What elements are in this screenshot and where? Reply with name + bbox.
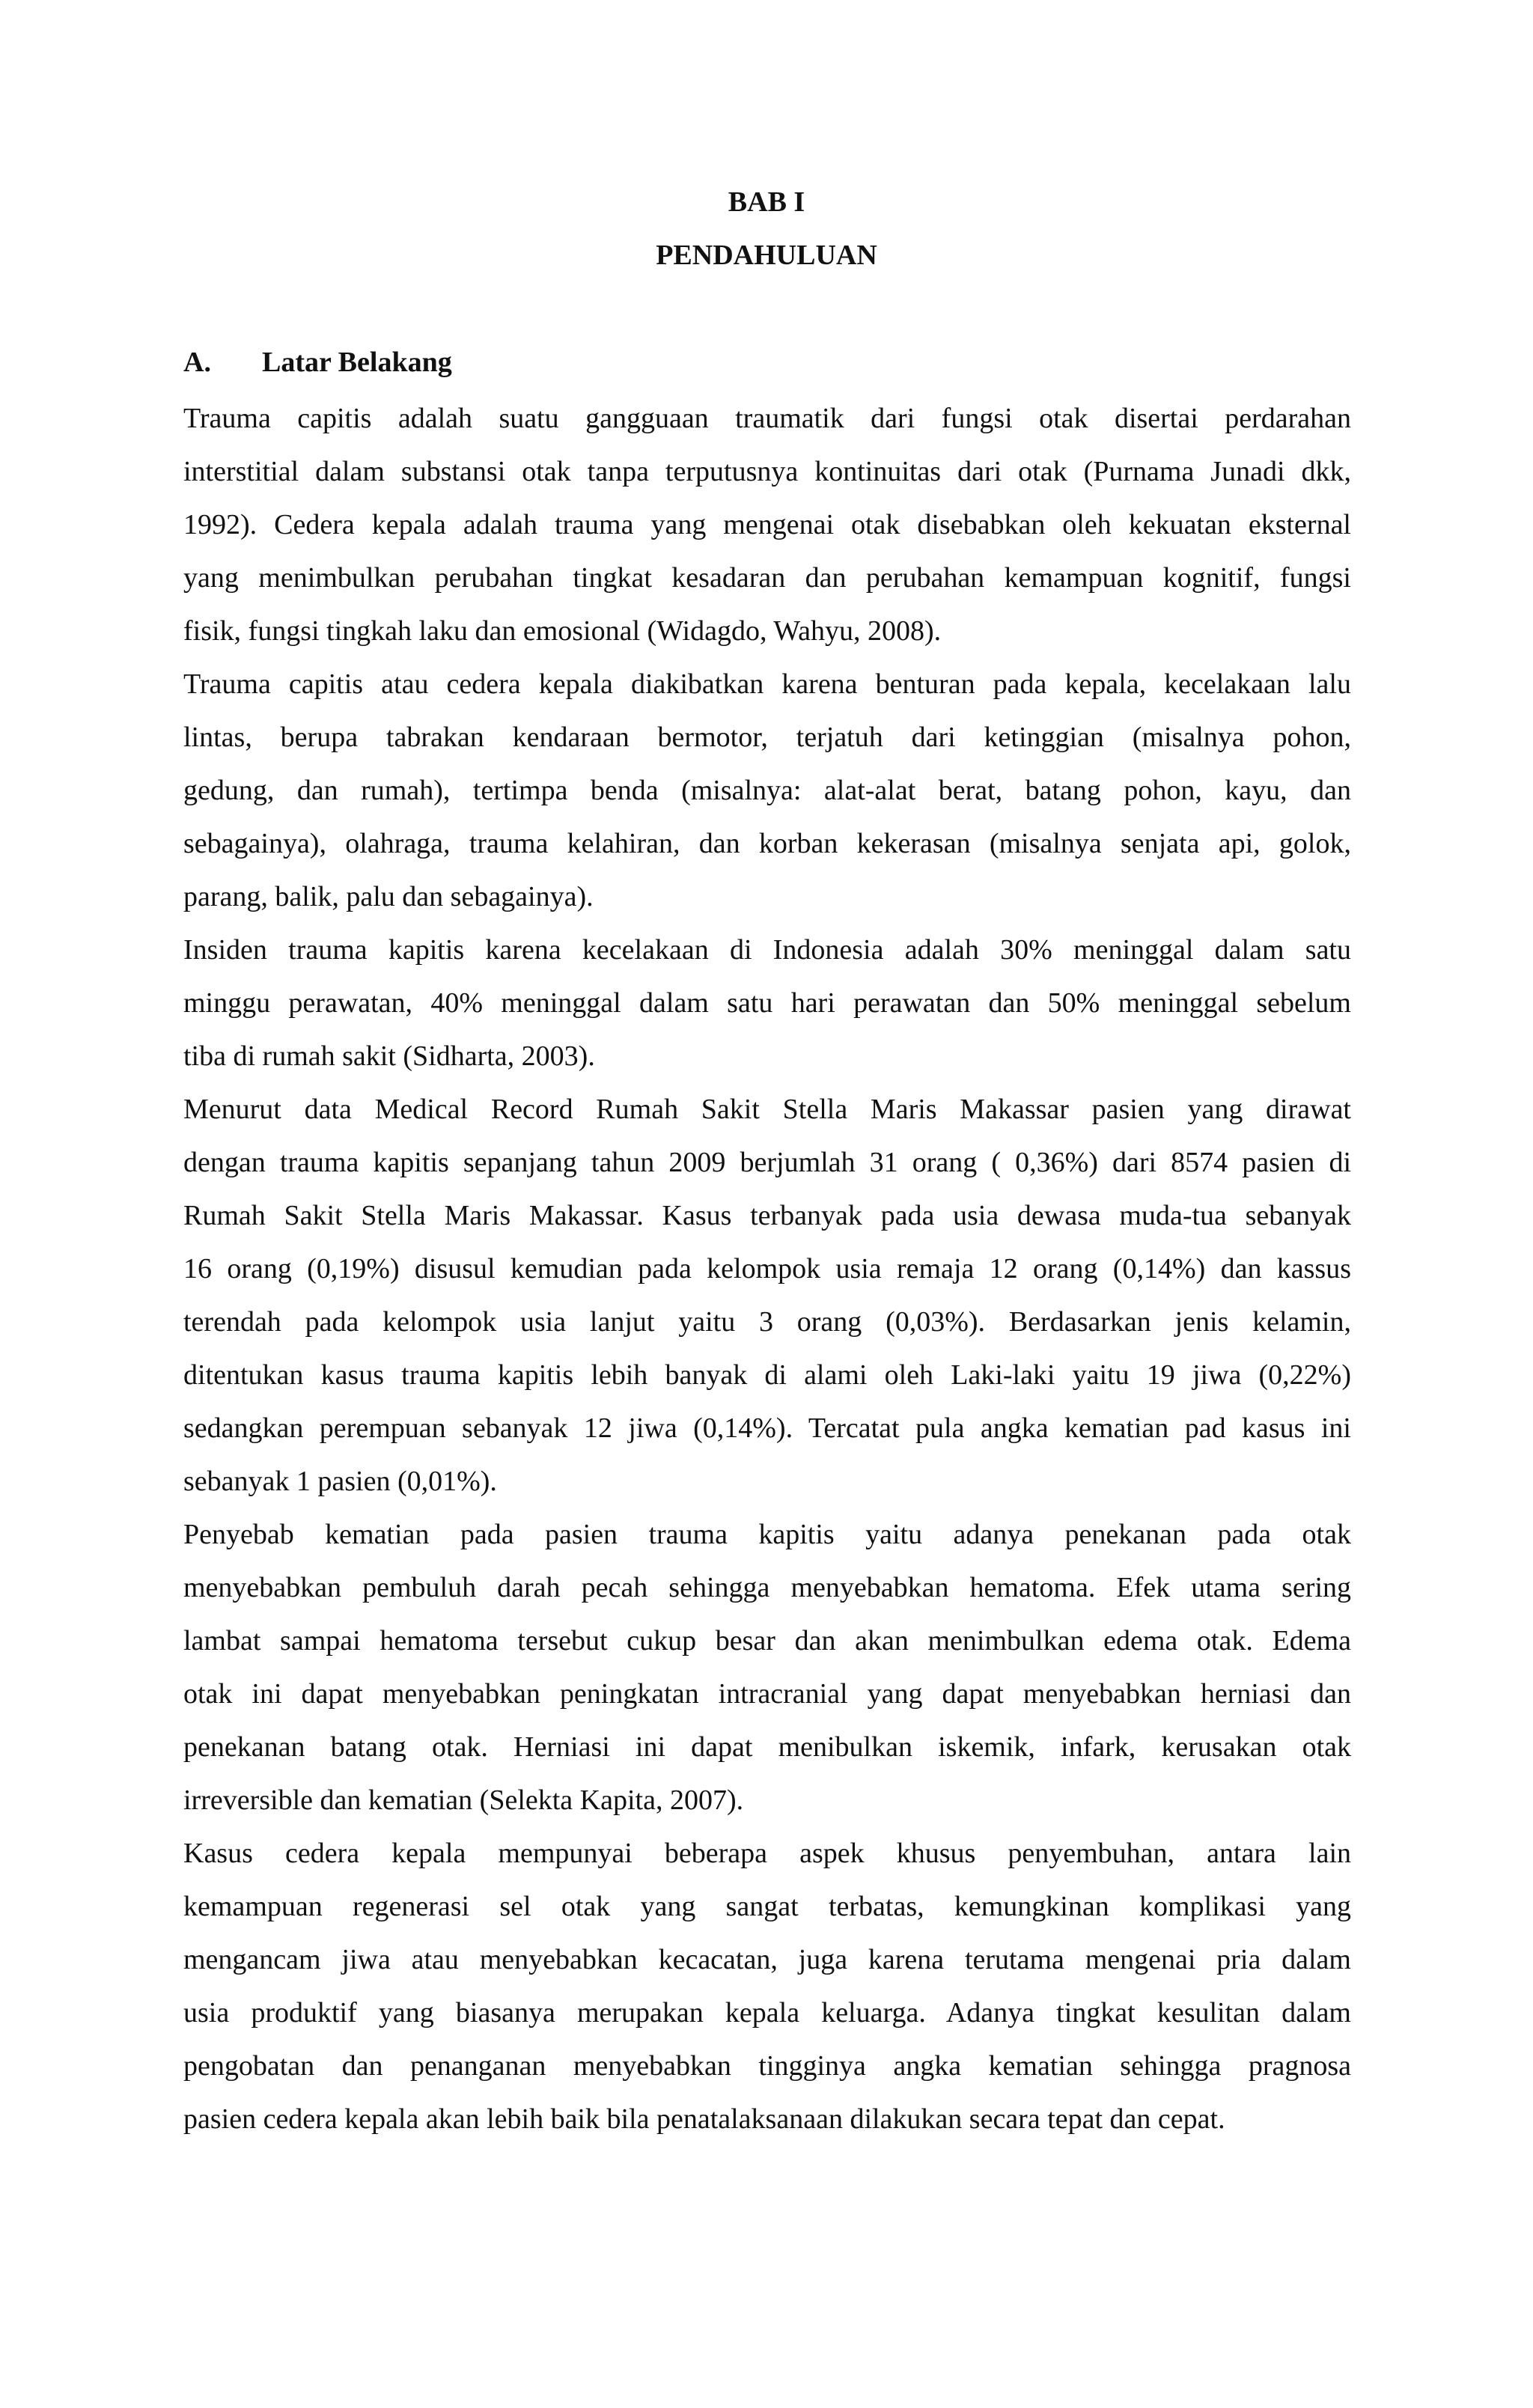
section-heading	[183, 344, 452, 380]
paragraph-line: Rumah Sakit Stella Maris Makassar. Kasus terbanyak pada usia dewasa muda-tua sebanyak	[183, 1200, 1351, 1231]
paragraph-line: terendah pada kelompok usia lanjut yaitu 3 orang (0,03%). Berdasarkan jenis kelamin,	[183, 1306, 1351, 1338]
paragraph-line: tiba di rumah sakit (Sidharta, 2003).	[183, 1040, 595, 1072]
body-text	[183, 392, 1351, 2146]
paragraph-line: 1992). Cedera kepala adalah trauma yang mengenai otak disebabkan oleh kekuatan eksternal	[183, 509, 1351, 540]
paragraph-line: pasien cedera kepala akan lebih baik bila penatalaksanaan dilakukan secara tepat dan cepat.	[183, 2103, 1225, 2135]
paragraph-line: lintas, berupa tabrakan kendaraan bermotor, terjatuh dari ketinggian (misalnya pohon,	[183, 722, 1351, 753]
paragraph-line: Insiden trauma kapitis karena kecelakaan di Indonesia adalah 30% meninggal dalam satu	[183, 934, 1351, 966]
paragraph-line: 16 orang (0,19%) disusul kemudian pada kelompok usia remaja 12 orang (0,14%) dan kassus	[183, 1253, 1351, 1284]
chapter-title: PENDAHULUAN	[656, 240, 877, 271]
paragraph	[183, 1083, 1351, 1508]
paragraph-line: Trauma capitis adalah suatu gangguaan traumatik dari fungsi otak disertai perdarahan	[183, 403, 1351, 434]
paragraph-line: kemampuan regenerasi sel otak yang sangat terbatas, kemungkinan komplikasi yang	[183, 1891, 1351, 1922]
paragraph	[183, 1508, 1351, 1827]
paragraph-line: otak ini dapat menyebabkan peningkatan intracranial yang dapat menyebabkan herniasi dan	[183, 1678, 1351, 1710]
paragraph-line: gedung, dan rumah), tertimpa benda (misalnya: alat-alat berat, batang pohon, kayu, dan	[183, 775, 1351, 806]
paragraph-line: interstitial dalam substansi otak tanpa terputusnya kontinuitas dari otak (Purnama Junadi dkk,	[183, 456, 1351, 487]
paragraph-line: sedangkan perempuan sebanyak 12 jiwa (0,14%). Tercatat pula angka kematian pad kasus ini	[183, 1412, 1351, 1444]
paragraph-line: Trauma capitis atau cedera kepala diakibatkan karena benturan pada kepala, kecelakaan lalu	[183, 668, 1351, 700]
paragraph-line: sebanyak 1 pasien (0,01%).	[183, 1466, 497, 1497]
paragraph	[183, 924, 1351, 1083]
paragraph	[183, 1827, 1351, 2146]
paragraph-line: fisik, fungsi tingkah laku dan emosional (Widagdo, Wahyu, 2008).	[183, 615, 942, 647]
paragraph-line: ditentukan kasus trauma kapitis lebih banyak di alami oleh Laki-laki yaitu 19 jiwa (0,22%)	[183, 1359, 1351, 1391]
paragraph-line: minggu perawatan, 40% meninggal dalam satu hari perawatan dan 50% meninggal sebelum	[183, 987, 1351, 1019]
paragraph-line: parang, balik, palu dan sebagainya).	[183, 881, 594, 912]
section-number: A.	[183, 347, 211, 378]
paragraph-line: dengan trauma kapitis sepanjang tahun 2009 berjumlah 31 orang ( 0,36%) dari 8574 pasien di	[183, 1147, 1351, 1178]
paragraph-line: lambat sampai hematoma tersebut cukup besar dan akan menimbulkan edema otak. Edema	[183, 1625, 1351, 1656]
paragraph	[183, 658, 1351, 924]
paragraph-line: pengobatan dan penanganan menyebabkan tingginya angka kematian sehingga pragnosa	[183, 2050, 1351, 2082]
paragraph-line: Menurut data Medical Record Rumah Sakit Stella Maris Makassar pasien yang dirawat	[183, 1094, 1351, 1125]
paragraph-line: menyebabkan pembuluh darah pecah sehingga menyebabkan hematoma. Efek utama sering	[183, 1572, 1351, 1603]
paragraph-line: irreversible dan kematian (Selekta Kapita, 2007).	[183, 1784, 744, 1816]
section-title: Latar Belakang	[262, 347, 452, 378]
paragraph-line: sebagainya), olahraga, trauma kelahiran, dan korban kekerasan (misalnya senjata api, golok,	[183, 828, 1351, 859]
chapter-number: BAB I	[728, 186, 805, 218]
paragraph-line: Kasus cedera kepala mempunyai beberapa aspek khusus penyembuhan, antara lain	[183, 1838, 1351, 1869]
paragraph-line: Penyebab kematian pada pasien trauma kapitis yaitu adanya penekanan pada otak	[183, 1519, 1351, 1550]
paragraph-line: mengancam jiwa atau menyebabkan kecacatan, juga karena terutama mengenai pria dalam	[183, 1944, 1351, 1975]
paragraph-line: penekanan batang otak. Herniasi ini dapat menibulkan iskemik, infark, kerusakan otak	[183, 1731, 1351, 1763]
paragraph-line: usia produktif yang biasanya merupakan kepala keluarga. Adanya tingkat kesulitan dalam	[183, 1997, 1351, 2028]
paragraph	[183, 392, 1351, 658]
paragraph-line: yang menimbulkan perubahan tingkat kesadaran dan perubahan kemampuan kognitif, fungsi	[183, 562, 1351, 594]
